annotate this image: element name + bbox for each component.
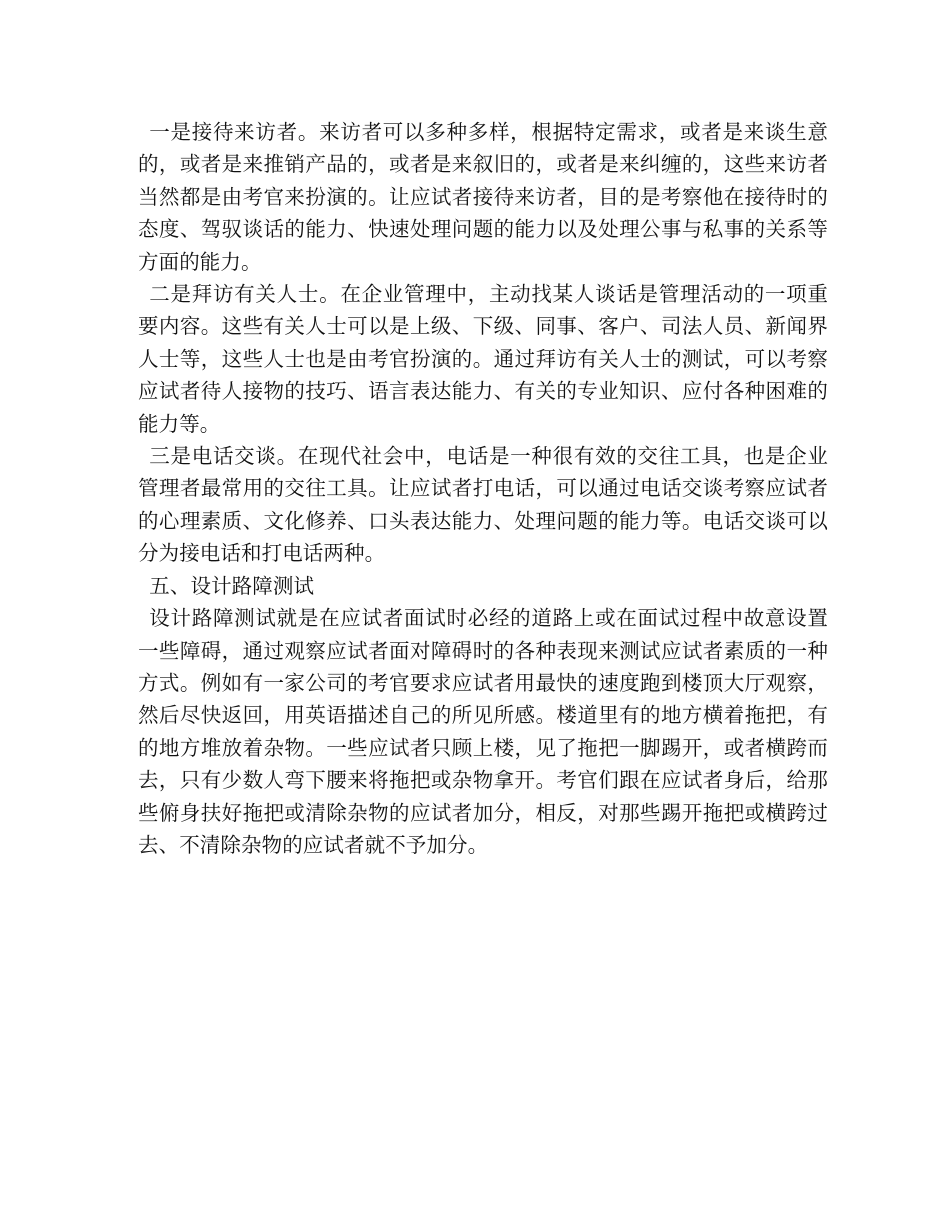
paragraph-visit: 二是拜访有关人士。在企业管理中，主动找某人谈话是管理活动的一项重要内容。这些有关人士可以是上级、下级、同事、客户、司法人员、新闻界人士等，这些人士也是由考官扮演的。通过拜访有关人士的测试，可以考察应试者待人接物的技巧、语言表达能力、有关的专业知识、应付各种困难的能力等。 bbox=[138, 282, 828, 436]
document-body bbox=[138, 116, 828, 861]
paragraph-roadblock: 设计路障测试就是在应试者面试时必经的道路上或在面试过程中故意设置一些障碍，通过观察应试者面对障碍时的各种表现来测试应试者素质的一种方式。例如有一家公司的考官要求应试者用最快的速度跑到楼顶大厅观察，然后尽快返回，用英语描述自己的所见所感。楼道里有的地方横着拖把，有的地方堆放着杂物。一些应试者只顾上楼，见了拖把一脚踢开，或者横跨而去，只有少数人弯下腰来将拖把或杂物拿开。考官们跟在应试者身后，给那些俯身扶好拖把或清除杂物的应试者加分，相反，对那些踢开拖把或横跨过去、不清除杂物的应试者就不予加分。 bbox=[138, 606, 828, 857]
paragraph-reception: 一是接待来访者。来访者可以多种多样，根据特定需求，或者是来谈生意的，或者是来推销产品的，或者是来叙旧的，或者是来纠缠的，这些来访者当然都是由考官来扮演的。让应试者接待来访者，目的是考察他在接待时的态度、驾驭谈话的能力、快速处理问题的能力以及处理公事与私事的关系等方面的能力。 bbox=[138, 120, 828, 274]
paragraph-phone: 三是电话交谈。在现代社会中，电话是一种很有效的交往工具，也是企业管理者最常用的交往工具。让应试者打电话，可以通过电话交谈考察应试者的心理素质、文化修养、口头表达能力、处理问题的能力等。电话交谈可以分为接电话和打电话两种。 bbox=[138, 444, 828, 566]
section-heading: 五、设计路障测试 bbox=[149, 573, 315, 598]
